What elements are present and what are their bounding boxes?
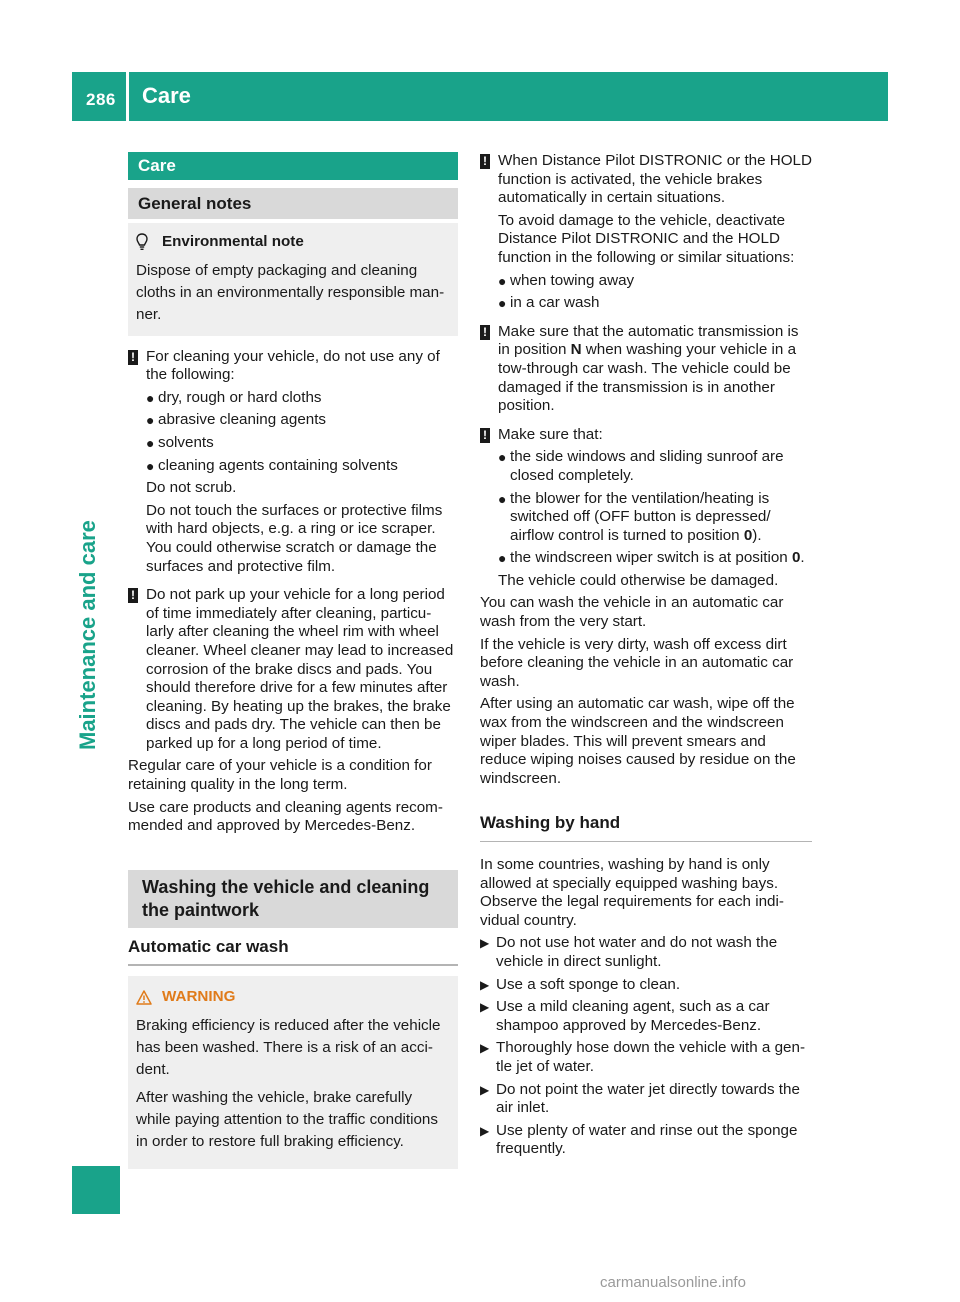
paragraph: You can wash the vehicle in an automatic car wash from the very start. bbox=[480, 594, 784, 631]
bullet-icon: ● bbox=[498, 449, 507, 466]
list-item bbox=[498, 448, 812, 485]
arrow-right-icon: ▶ bbox=[480, 977, 490, 992]
gear-position: N bbox=[570, 341, 582, 359]
bullet-list bbox=[128, 389, 458, 475]
list-item-text: abrasive cleaning agents bbox=[158, 411, 327, 429]
list-item-text: . bbox=[800, 549, 805, 567]
list-item-text: when towing away bbox=[510, 271, 635, 289]
paragraph: In some countries, washing by hand is only allowed at specially equipped washing bays. Observe the legal requirements for each indi- vidual country. bbox=[480, 856, 784, 929]
caution-distronic bbox=[480, 152, 812, 268]
step-item bbox=[480, 998, 812, 1035]
list-item bbox=[498, 294, 812, 313]
list-item bbox=[146, 434, 458, 453]
list-item-text: the blower for the ventilation/heating is switched off (OFF button is depressed/ airflow control is turned to position bbox=[510, 489, 771, 544]
bullet-list bbox=[480, 272, 812, 313]
caution-parking bbox=[128, 586, 458, 753]
warning-box bbox=[128, 976, 458, 1169]
step-text: Use a mild cleaning agent, such as a car shampoo approved by Mercedes-Benz. bbox=[496, 998, 770, 1034]
caution-text: when washing your vehicle in a tow-through car wash. The vehicle could be damaged if the transmission is in another position. bbox=[498, 341, 797, 415]
caution-text: Make sure that the automatic transmission is in position bbox=[498, 322, 799, 359]
side-tab-label: Maintenance and care bbox=[75, 520, 100, 750]
caution-line: For cleaning your vehicle, do not use any of bbox=[146, 347, 440, 365]
warning-triangle-icon bbox=[136, 990, 152, 1005]
step-item bbox=[480, 934, 812, 971]
environmental-note-line: ner. bbox=[136, 305, 162, 323]
arrow-right-icon: ▶ bbox=[480, 1082, 490, 1097]
arrow-right-icon: ▶ bbox=[480, 1000, 490, 1015]
step-text: Do not point the water jet directly towards the air inlet. bbox=[496, 1080, 800, 1117]
paragraph: If the vehicle is very dirty, wash off excess dirt before cleaning the vehicle in an automatic car wash. bbox=[480, 635, 794, 690]
arrow-right-icon: ▶ bbox=[480, 1123, 490, 1138]
warning-body bbox=[136, 1015, 448, 1153]
list-item bbox=[146, 457, 458, 476]
arrow-right-icon: ▶ bbox=[480, 936, 490, 951]
environmental-note bbox=[128, 223, 458, 336]
step-text: Use a soft sponge to clean. bbox=[496, 975, 681, 993]
paragraph: Regular care of your vehicle is a condition for retaining quality in the long term. bbox=[128, 757, 432, 794]
list-item-text: ). bbox=[752, 526, 762, 544]
arrow-right-icon: ▶ bbox=[480, 1041, 490, 1056]
position-value: 0 bbox=[743, 526, 753, 544]
step-item bbox=[480, 1039, 812, 1076]
general-notes-heading: General notes bbox=[128, 188, 458, 219]
list-item-text: dry, rough or hard cloths bbox=[158, 388, 322, 406]
list-item-text: the side windows and sliding sunroof are closed completely. bbox=[510, 448, 784, 484]
exclamation-icon: ! bbox=[480, 428, 490, 443]
paragraph: After using an automatic car wash, wipe off the wax from the windscreen and the windscreen wiper blades. This will prevent smears and reduce wiping noises caused by residue on the windscreen. bbox=[480, 695, 796, 787]
warning-title: WARNING bbox=[162, 988, 236, 1006]
washing-by-hand-heading: Washing by hand bbox=[480, 814, 812, 842]
header-divider bbox=[126, 72, 129, 121]
header-title: Care bbox=[142, 83, 191, 108]
step-list bbox=[480, 934, 812, 1159]
caution-line: the following: bbox=[146, 366, 235, 384]
caution-text: When Distance Pilot DISTRONIC or the HOLD function is activated, the vehicle brakes automatically in certain situations. bbox=[498, 152, 812, 207]
step-text: Do not use hot water and do not wash the vehicle in direct sunlight. bbox=[496, 934, 778, 970]
environmental-note-line: cloths in an environmentally responsible man- bbox=[136, 283, 445, 301]
paragraph: Do not scrub. bbox=[146, 479, 237, 497]
right-column bbox=[480, 152, 812, 1163]
left-column bbox=[128, 152, 458, 1169]
bullet-list bbox=[480, 448, 812, 568]
list-item bbox=[498, 490, 812, 546]
list-item bbox=[498, 549, 812, 568]
bullet-icon: ● bbox=[146, 389, 155, 406]
exclamation-icon: ! bbox=[480, 154, 490, 169]
page-header bbox=[72, 72, 888, 121]
automatic-car-wash-heading: Automatic car wash bbox=[128, 938, 458, 967]
bullet-icon: ● bbox=[498, 272, 507, 289]
list-item bbox=[146, 389, 458, 408]
list-item bbox=[498, 272, 812, 291]
bullet-icon: ● bbox=[146, 457, 155, 474]
exclamation-icon: ! bbox=[480, 325, 490, 340]
paragraph: Braking efficiency is reduced after the vehicle has been washed. There is a risk of an acci- dent. bbox=[136, 1017, 441, 1079]
paragraph: Use care products and cleaning agents recom- mended and approved by Mercedes-Benz. bbox=[128, 798, 443, 835]
environmental-note-line: Dispose of empty packaging and cleaning bbox=[136, 261, 418, 279]
bullet-icon: ● bbox=[498, 490, 507, 507]
bullet-icon: ● bbox=[498, 550, 507, 567]
warning-header bbox=[136, 988, 448, 1007]
list-item-text: the windscreen wiper switch is at position bbox=[510, 549, 792, 567]
caution-transmission bbox=[480, 323, 812, 416]
step-text: Use plenty of water and rinse out the sponge frequently. bbox=[496, 1121, 798, 1158]
environmental-note-header bbox=[136, 233, 448, 252]
exclamation-icon: ! bbox=[128, 350, 138, 365]
bullet-icon: ● bbox=[146, 434, 155, 451]
exclamation-icon: ! bbox=[128, 588, 138, 603]
position-value: 0 bbox=[791, 549, 801, 567]
list-item-text: in a car wash bbox=[510, 294, 600, 312]
caution-text: Make sure that: bbox=[498, 425, 603, 443]
washing-heading: Washing the vehicle and cleaning the paintwork bbox=[128, 870, 458, 928]
bullet-icon: ● bbox=[146, 412, 155, 429]
environmental-note-body bbox=[136, 260, 448, 326]
caution-make-sure bbox=[480, 426, 812, 445]
section-title: Care bbox=[128, 152, 458, 180]
page-number: 286 bbox=[86, 90, 116, 109]
caution-text: To avoid damage to the vehicle, deactivate Distance Pilot DISTRONIC and the HOLD function in the following or similar situations: bbox=[498, 211, 795, 266]
paragraph: Do not touch the surfaces or protective films with hard objects, e.g. a ring or ice scraper. You could otherwise scratch or damage the surfaces and protective film. bbox=[146, 501, 443, 575]
paragraph: After washing the vehicle, brake carefully while paying attention to the traffic conditions in order to restore full braking efficiency. bbox=[136, 1089, 438, 1151]
list-item-text: solvents bbox=[158, 433, 214, 451]
watermark: carmanualsonline.info bbox=[600, 1274, 746, 1291]
paragraph: The vehicle could otherwise be damaged. bbox=[498, 571, 779, 589]
step-item bbox=[480, 976, 812, 995]
lightbulb-icon bbox=[136, 233, 148, 251]
caution-text: Do not park up your vehicle for a long period of time immediately after cleaning, particu- larly after cleaning the wheel rim with wheel cleaner. Wheel cleaner may lead to increased corrosion of the brake discs and pads. You should therefore drive for a few minutes after cleaning. By heating up the brakes, the brake discs and pads dry. The vehicle can then be parked up for a long period of time. bbox=[146, 586, 454, 752]
caution-cleaning bbox=[128, 348, 458, 385]
environmental-note-title: Environmental note bbox=[162, 233, 304, 250]
side-tab-marker bbox=[72, 1166, 120, 1214]
step-text: Thoroughly hose down the vehicle with a gen- tle jet of water. bbox=[496, 1039, 806, 1075]
list-item-text: cleaning agents containing solvents bbox=[158, 456, 398, 474]
caution-followup bbox=[128, 479, 458, 576]
bullet-icon: ● bbox=[498, 295, 507, 312]
list-item bbox=[146, 411, 458, 430]
step-item bbox=[480, 1081, 812, 1118]
step-item bbox=[480, 1122, 812, 1159]
